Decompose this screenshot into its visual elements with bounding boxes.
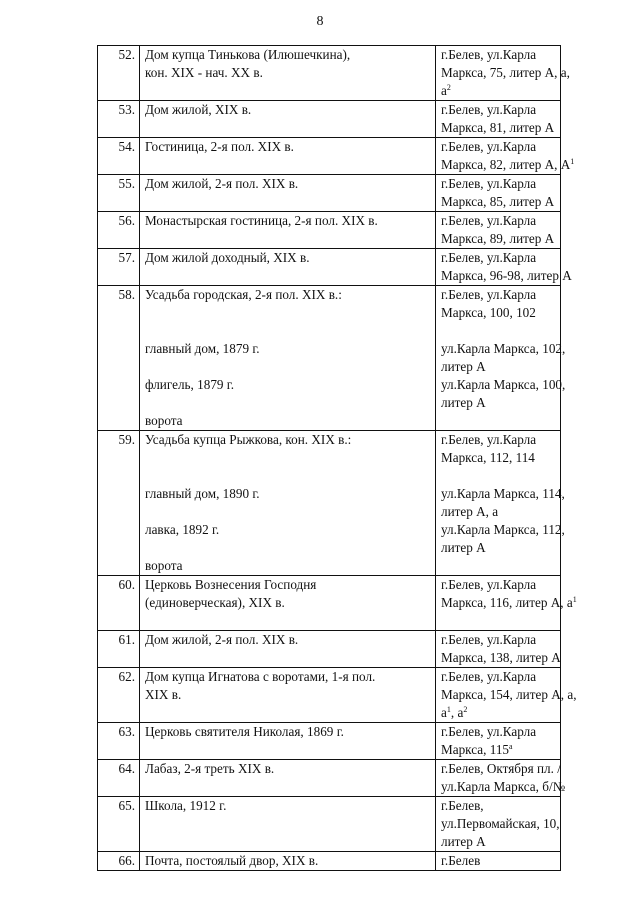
table-row (98, 138, 561, 175)
object-name-cell (140, 175, 436, 212)
address-line (441, 539, 556, 557)
address-line (441, 723, 556, 741)
address-text: ул.Карла Маркса, б/№ (441, 779, 566, 794)
address-text: г.Белев, ул.Карла (441, 213, 537, 228)
object-name-cell (140, 723, 436, 760)
table-row (98, 852, 561, 871)
address-text: литер А (441, 359, 486, 374)
address-text: Маркса, 154, литер А, а, (441, 687, 577, 702)
address-line (441, 467, 556, 485)
row-number: 52. (98, 46, 140, 101)
row-number: 58. (98, 286, 140, 431)
object-name-cell (140, 46, 436, 101)
address-text: ул.Карла Маркса, 102, (441, 341, 566, 356)
address-text: Маркса, 75, литер А, а, (441, 65, 570, 80)
address-line (441, 156, 575, 174)
address-text: г.Белев, Октября пл. / (441, 761, 561, 776)
object-name-line: Церковь святителя Николая, 1869 г. (145, 724, 344, 739)
object-name-line (145, 304, 431, 322)
address-line (441, 594, 577, 612)
address-line (441, 521, 565, 539)
address-line (441, 304, 556, 322)
address-text: Маркса, 115 (441, 742, 510, 757)
object-name-cell (140, 212, 436, 249)
object-name-cell (140, 101, 436, 138)
table-row (98, 46, 561, 101)
address-line (441, 119, 556, 137)
address-line (441, 64, 570, 82)
object-name-line: Усадьба городская, 2-я пол. XIX в.: (145, 287, 342, 302)
address-line (441, 394, 556, 412)
object-name-line: лавка, 1892 г. (145, 522, 220, 537)
row-number: 60. (98, 576, 140, 631)
object-name-cell (140, 760, 436, 797)
table-row (98, 212, 561, 249)
row-gap (441, 612, 556, 630)
address-cell (436, 212, 561, 249)
address-line (441, 138, 556, 156)
row-number: 56. (98, 212, 140, 249)
address-line (441, 686, 577, 704)
object-name-cell (140, 668, 436, 723)
address-line (441, 431, 556, 449)
address-line (441, 631, 556, 649)
table-row (98, 101, 561, 138)
address-text: Маркса, 81, литер А (441, 120, 555, 135)
address-line (441, 267, 572, 285)
object-name-cell (140, 631, 436, 668)
address-text: литер А (441, 834, 486, 849)
heritage-registry-table (97, 45, 577, 871)
object-name-line (145, 539, 431, 557)
object-name-line: (единоверческая), XIX в. (145, 595, 285, 610)
object-name-cell (140, 138, 436, 175)
address-text: г.Белев, ул.Карла (441, 632, 537, 647)
table-row (98, 760, 561, 797)
address-cell (436, 760, 566, 797)
object-name-line: Дом жилой, 2-я пол. XIX в. (145, 176, 299, 191)
address-text: Маркса, 138, литер А (441, 650, 561, 665)
address-line (441, 376, 566, 394)
address-cell (436, 631, 561, 668)
table-row (98, 431, 561, 576)
address-line (441, 503, 556, 521)
row-number: 57. (98, 249, 140, 286)
table-row (98, 797, 561, 852)
object-name-cell (140, 797, 436, 852)
address-text: а (441, 83, 447, 98)
address-text: , а (450, 705, 464, 720)
address-text: г.Белев, ул.Карла (441, 47, 537, 62)
registry-body (98, 46, 577, 871)
table-row (98, 668, 561, 723)
object-name-cell (140, 286, 436, 431)
address-cell (436, 138, 575, 175)
address-text: г.Белев, ул.Карла (441, 432, 537, 447)
address-text: ул.Карла Маркса, 100, (441, 377, 566, 392)
object-name-line: Дом жилой доходный, XIX в. (145, 250, 310, 265)
address-line (441, 649, 561, 667)
address-line (441, 412, 556, 430)
table-row (98, 723, 561, 760)
address-line (441, 815, 560, 833)
object-name-cell (140, 431, 436, 576)
object-name-line: главный дом, 1890 г. (145, 486, 260, 501)
address-line (441, 230, 556, 248)
address-line (441, 668, 556, 686)
address-text: г.Белев, ул.Карла (441, 176, 537, 191)
address-text: г.Белев, (441, 798, 484, 813)
object-name-line: Лабаз, 2-я треть XIX в. (145, 761, 275, 776)
object-name-line: Почта, постоялый двор, XIX в. (145, 853, 319, 868)
object-name-line: кон. XIX - нач. XX в. (145, 65, 263, 80)
table-row (98, 631, 561, 668)
address-superscript: 2 (463, 705, 468, 714)
address-text: г.Белев, ул.Карла (441, 250, 537, 265)
address-text: г.Белев, ул.Карла (441, 724, 537, 739)
object-name-line: Дом жилой, 2-я пол. XIX в. (145, 632, 299, 647)
object-name-line: Церковь Вознесения Господня (145, 577, 317, 592)
address-cell (436, 576, 577, 631)
object-name-line: ворота (145, 558, 183, 573)
address-text: Маркса, 85, литер А (441, 194, 555, 209)
address-text: ул.Карла Маркса, 114, (441, 486, 565, 501)
address-line (441, 833, 556, 851)
address-superscript: 1 (446, 705, 451, 714)
address-text: г.Белев, ул.Карла (441, 102, 537, 117)
object-name-line (145, 358, 431, 376)
object-name-line: Дом купца Игнатова с воротами, 1-я пол. (145, 669, 376, 684)
address-line (441, 82, 556, 100)
address-line (441, 485, 565, 503)
row-number: 53. (98, 101, 140, 138)
address-line (441, 741, 556, 759)
row-number: 59. (98, 431, 140, 576)
table-row (98, 249, 561, 286)
address-cell (436, 723, 561, 760)
address-line (441, 704, 556, 722)
address-superscript: 1 (572, 595, 577, 604)
address-text: Маркса, 116, литер А, а (441, 595, 573, 610)
address-line (441, 322, 556, 340)
row-number: 54. (98, 138, 140, 175)
address-text: г.Белев, ул.Карла (441, 577, 537, 592)
object-name-line (145, 449, 431, 467)
object-name-line: XIX в. (145, 687, 182, 702)
object-name-line (145, 503, 431, 521)
object-name-line: Усадьба купца Рыжкова, кон. XIX в.: (145, 432, 352, 447)
object-name-cell (140, 576, 436, 631)
row-number: 61. (98, 631, 140, 668)
address-line (441, 212, 556, 230)
address-cell (436, 46, 570, 101)
row-number: 66. (98, 852, 140, 871)
address-line (441, 557, 556, 575)
address-line (441, 175, 556, 193)
row-number: 62. (98, 668, 140, 723)
address-cell (436, 175, 561, 212)
address-line (441, 358, 556, 376)
address-text: Маркса, 112, 114 (441, 450, 535, 465)
object-name-line (145, 394, 431, 412)
address-superscript: а (509, 742, 513, 751)
address-text: литер А, а (441, 504, 499, 519)
object-name-line: Гостиница, 2-я пол. XIX в. (145, 139, 294, 154)
address-cell (436, 431, 565, 576)
address-text: Маркса, 89, литер А (441, 231, 555, 246)
address-text: а (441, 705, 447, 720)
address-superscript: 2 (446, 83, 451, 92)
address-text: литер А (441, 395, 486, 410)
address-text: Маркса, 100, 102 (441, 305, 536, 320)
address-text: г.Белев (441, 853, 481, 868)
address-text: г.Белев, ул.Карла (441, 669, 537, 684)
address-line (441, 46, 556, 64)
object-name-line: ворота (145, 413, 183, 428)
object-name-line: Монастырская гостиница, 2-я пол. XIX в. (145, 213, 378, 228)
object-name-line: Дом жилой, XIX в. (145, 102, 252, 117)
address-line (441, 340, 566, 358)
address-cell (436, 668, 577, 723)
object-name-line (145, 467, 431, 485)
address-cell (436, 249, 572, 286)
address-cell (436, 797, 561, 852)
object-name-cell (140, 852, 436, 871)
address-superscript: 1 (570, 157, 575, 166)
row-number: 65. (98, 797, 140, 852)
page-number: 8 (316, 14, 324, 29)
address-text: ул.Карла Маркса, 112, (441, 522, 565, 537)
address-line (441, 449, 556, 467)
row-number: 64. (98, 760, 140, 797)
address-text: г.Белев, ул.Карла (441, 139, 537, 154)
address-line (441, 778, 566, 796)
row-gap (145, 612, 431, 630)
object-name-cell (140, 249, 436, 286)
object-name-line: главный дом, 1879 г. (145, 341, 260, 356)
address-line (441, 760, 561, 778)
address-line (441, 193, 556, 211)
table-row (98, 175, 561, 212)
address-text: Маркса, 82, литер А, А (441, 157, 571, 172)
address-line (441, 286, 556, 304)
object-name-line (145, 322, 431, 340)
address-cell (436, 286, 566, 431)
row-number: 63. (98, 723, 140, 760)
object-name-line: флигель, 1879 г. (145, 377, 235, 392)
object-name-line: Дом купца Тинькова (Илюшечкина), (145, 47, 351, 62)
address-text: Маркса, 96-98, литер А (441, 268, 572, 283)
address-text: ул.Первомайская, 10, (441, 816, 560, 831)
table-row (98, 576, 561, 631)
row-number: 55. (98, 175, 140, 212)
address-text: литер А (441, 540, 486, 555)
address-line (441, 576, 556, 594)
object-name-line: Школа, 1912 г. (145, 798, 227, 813)
address-text: г.Белев, ул.Карла (441, 287, 537, 302)
address-line (441, 249, 556, 267)
address-line (441, 101, 556, 119)
address-line (441, 852, 556, 870)
address-line (441, 797, 556, 815)
address-cell (436, 101, 561, 138)
address-cell (436, 852, 561, 871)
table-row (98, 286, 561, 431)
